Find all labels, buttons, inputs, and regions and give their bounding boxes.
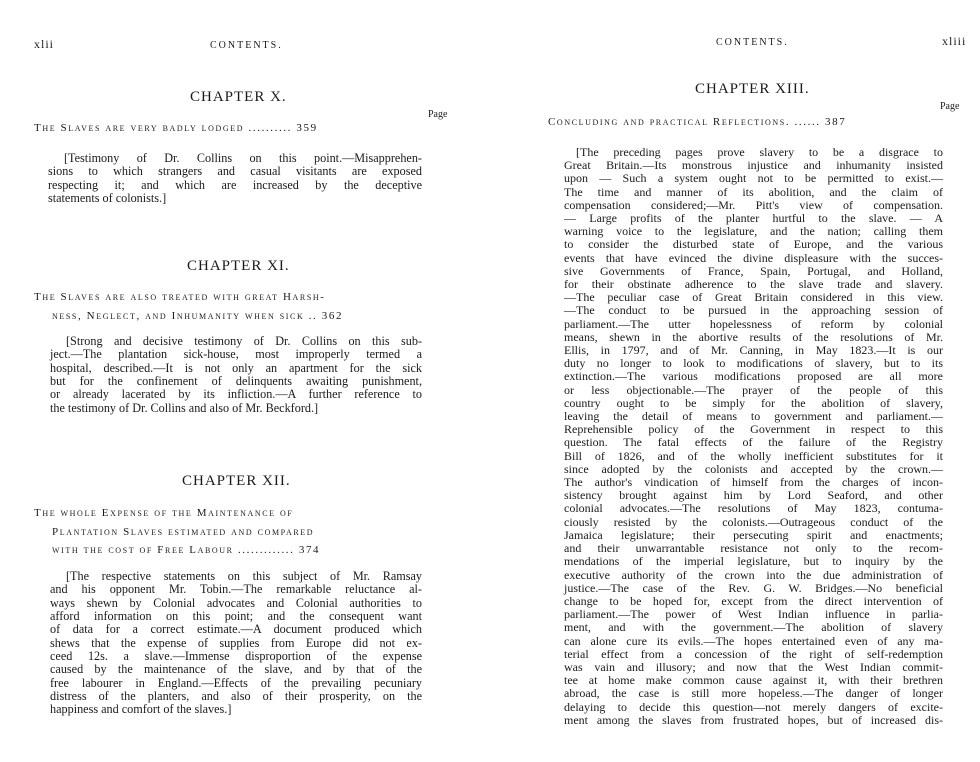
summary-line: question. The fatal effects of the failure of the Registry <box>564 435 943 450</box>
summary-line: shews that the expense of supplies from Europe did not ex- <box>50 635 422 650</box>
summary-line: distress of the planters, and also of their prosperity, on the <box>50 689 422 704</box>
summary-line: tee at home make common cause against it, with their brethren <box>564 673 943 688</box>
right-page <box>490 0 980 762</box>
summary-line: ciously resisted by the colonists.—Outrageous conduct of the <box>564 514 943 529</box>
chapter-heading: CHAPTER XII. <box>182 473 291 489</box>
chapter-title-line: ness, Neglect, and Inhumanity when sick .. 362 <box>52 310 344 322</box>
summary-line: [Testimony of Dr. Collins on this point.—Misapprehen- <box>64 151 422 165</box>
chapter-heading: CHAPTER XI. <box>187 258 290 274</box>
summary-line: compensation considered;—Mr. Pitt's view of compensation. <box>564 197 943 212</box>
summary-line: [The preceding pages prove slavery to be a disgrace to <box>576 145 943 159</box>
summary-line: —The conduct to be pursued in the approaching session of <box>564 303 943 318</box>
chapter-heading: CHAPTER X. <box>190 89 287 105</box>
summary-line: Great Britain.—Its monstrous injustice and inhumanity insisted <box>564 158 943 173</box>
summary-line: for their obstinate adherence to the slave trade and slavery. <box>564 277 943 292</box>
summary-line: ceed 12s. a slave.—Immense disproportion of the expense <box>50 649 422 664</box>
summary-line: Jamaica legislature; their persecuting spirit and enactments; <box>564 527 943 542</box>
summary-line: colonial advocates.—The resolutions of May 1823, contuma- <box>564 501 943 516</box>
summary-line: or already lacerated by its infliction.—A further reference to <box>50 387 422 402</box>
page-column-label: Page <box>428 109 448 120</box>
summary-line: country ought to be simply for the abolition of slavery, <box>564 395 943 410</box>
summary-line: duty no longer to look to modifications of slavery, but to its <box>564 356 943 371</box>
summary-line: warning voice to the legislature, and the nation; calling them <box>564 224 943 239</box>
summary-line: parliament.—The utter hopelessness of reform by colonial <box>564 316 943 331</box>
summary-line: ways shewn by Colonial advocates and Colonial authorities to <box>50 595 422 610</box>
chapter-summary <box>50 335 422 415</box>
summary-line: The time and manner of its abolition, and the claim of <box>564 184 943 199</box>
summary-line: ment among the slaves from frustrated hopes, but of increased dis- <box>564 712 943 727</box>
summary-line: Ellis, in 1797, and of Mr. Canning, in May 1823.—It is our <box>564 343 943 358</box>
summary-line: happiness and comfort of the slaves.] <box>50 702 232 717</box>
summary-line: statements of colonists.] <box>48 191 167 206</box>
summary-line: parliament.—The power of West Indian influence in parlia- <box>564 607 943 622</box>
page-number: xliii <box>942 34 967 48</box>
summary-line: but for the confinement of delinquents awaiting punishment, <box>50 374 422 389</box>
summary-line: afford information on this point; and the consequent want <box>50 609 422 624</box>
summary-line: leaving the detail of means to government and parliament.— <box>564 409 943 424</box>
summary-line: The author's vindication of himself from the charges of incon- <box>564 475 943 490</box>
running-head: CONTENTS. <box>716 37 789 48</box>
summary-line: or less objectionable.—The prayer of the people of this <box>564 382 943 397</box>
summary-line: sistency brought against him by Lord Seaford, and other <box>564 488 943 503</box>
summary-line: free labourer in England.—Effects of the prevailing pecuniary <box>50 675 422 690</box>
summary-line: means, shewn in the abortive results of the resolutions of Mr. <box>564 329 943 344</box>
summary-line: Bill of 1826, and of the wholly inefficient substitutes for it <box>564 448 943 463</box>
summary-line: [Strong and decisive testimony of Dr. Collins on this sub- <box>66 334 422 348</box>
chapter-title-line: The Slaves are also treated with great Harsh- <box>34 291 326 303</box>
summary-line: [The respective statements on this subject of Mr. Ramsay <box>66 569 422 583</box>
page-number: xlii <box>34 37 55 51</box>
running-head: CONTENTS. <box>210 40 283 51</box>
summary-line: sions to which strangers and casual visitants are exposed <box>48 164 422 179</box>
summary-line: change to be hoped for, except from the direct intervention of <box>564 593 943 608</box>
chapter-title-line: Plantation Slaves estimated and compared <box>52 526 315 538</box>
summary-line: caused by the maintenance of the slave, and by that of the <box>50 662 422 677</box>
summary-line: of data for a correct estimate.—A document produced which <box>50 622 422 637</box>
page-column-label: Page <box>940 101 960 112</box>
chapter-heading: CHAPTER XIII. <box>695 81 810 97</box>
summary-line: the testimony of Dr. Collins and also of Mr. Beckford.] <box>50 400 319 415</box>
summary-line: respecting it; and which are increased by the deceptive <box>48 177 422 192</box>
summary-line: since adopted by the colonists and accepted by the crown.— <box>564 461 943 476</box>
summary-line: executive authority of the crown into the due administration of <box>564 567 943 582</box>
summary-line: upon — Such a system ought not to be permitted to exist.— <box>564 171 943 186</box>
summary-line: justice.—The case of the Rev. G. W. Bridges.—No beneficial <box>564 580 943 595</box>
summary-line: —The peculiar case of Great Britain considered in this view. <box>564 290 943 305</box>
summary-line: was vain and illusory; and now that the West Indian commit- <box>564 659 943 674</box>
summary-line: abroad, the case is still more hopeless.—The danger of longer <box>564 686 943 701</box>
summary-line: terial effect from a concession of the right of self-redemption <box>564 646 943 661</box>
chapter-title-line: The Slaves are very badly lodged .......... 359 <box>34 122 318 134</box>
chapter-summary <box>48 152 422 205</box>
summary-line: mendations of the imperial legislature, but to inquiry by the <box>564 554 943 569</box>
summary-line: delaying to decide this question—not merely dangers of excite- <box>564 699 943 714</box>
summary-line: Reprehensible policy of the Government in respect to this <box>564 422 943 437</box>
summary-line: and their unwarrantable resistance not only to the recom- <box>564 541 943 556</box>
summary-line: ment, and with the government.—The abolition of slavery <box>564 620 943 635</box>
chapter-title-line: with the cost of Free Labour ............. 374 <box>52 544 321 556</box>
chapter-summary <box>50 570 422 717</box>
summary-line: to consider the disturbed state of Europe, and the various <box>564 237 943 252</box>
chapter-summary <box>564 146 943 727</box>
summary-line: and his opponent Mr. Tobin.—The remarkable reluctance al- <box>50 582 422 597</box>
summary-line: extinction.—The various modifications proposed are all more <box>564 369 943 384</box>
chapter-title-line: The whole Expense of the Maintenance of <box>34 507 294 519</box>
summary-line: ject.—The plantation sick-house, most improperly termed a <box>50 347 422 362</box>
chapter-title-line: Concluding and practical Reflections. ...... 387 <box>548 116 847 128</box>
summary-line: — Large profits of the planter hurtful to the slave. — A <box>564 211 943 226</box>
summary-line: events that have evinced the divine displeasure with the succes- <box>564 250 943 265</box>
summary-line: sive Governments of France, Spain, Portugal, and Holland, <box>564 263 943 278</box>
summary-line: hospital, described.—It is not only an apartment for the sick <box>50 360 422 375</box>
summary-line: can alone cure its evils.—The hopes entertained even of any ma- <box>564 633 943 648</box>
